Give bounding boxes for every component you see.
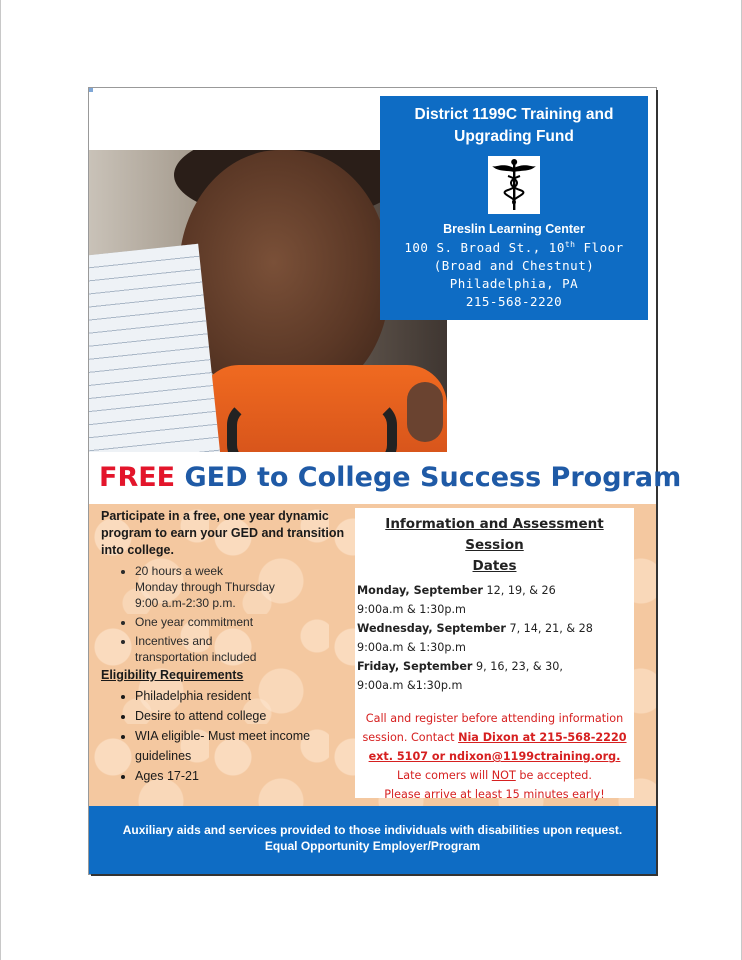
session-day-friday: Friday, September 9, 16, 23, & 30, 9:00a.m &1:30p.m — [357, 660, 563, 692]
list-item: • Desire to attend college — [135, 706, 351, 726]
accessibility-note: Auxiliary aids and services provided to those individuals with disabilities upon request. — [122, 823, 623, 837]
eligibility-list — [101, 686, 351, 786]
program-list — [101, 563, 351, 665]
session-info — [355, 508, 634, 801]
eligibility-heading: Eligibility Requirements — [101, 668, 244, 682]
session-heading: Information and Assessment Session Dates — [385, 516, 604, 574]
list-item: • One year commitment — [135, 614, 351, 630]
page-title: FREE GED to College Success Program — [99, 462, 682, 493]
caduceus-icon — [488, 156, 540, 214]
list-item: • Incentives and transportation included — [135, 633, 351, 665]
address: 100 S. Broad St., 10th Floor (Broad and Chestnut) Philadelphia, PA 215-568-2220 — [380, 236, 648, 311]
footer-banner — [89, 806, 656, 874]
corner-mark — [89, 88, 93, 92]
organization-info-box — [380, 96, 648, 320]
organization-name: District 1199C Training and Upgrading Fund — [414, 106, 614, 145]
session-day-monday: Monday, September 12, 19, & 26 9:00a.m & 1:30p.m — [357, 584, 556, 616]
session-day-wednesday: Wednesday, September 7, 14, 21, & 28 9:00a.m & 1:30p.m — [357, 622, 593, 654]
equal-opportunity-note: Equal Opportunity Employer/Program — [264, 839, 481, 853]
list-item: • 20 hours a week Monday through Thursday 9:00 a.m-2:30 p.m. — [135, 563, 351, 611]
center-name: Breslin Learning Center — [443, 222, 585, 236]
program-details — [101, 508, 351, 786]
page-left-edge — [0, 0, 1, 960]
list-item: • WIA eligible- Must meet income guidelines — [135, 726, 351, 766]
contact-phone-link[interactable]: Nia Dixon at 215-568-2220 — [458, 731, 627, 744]
list-item: • Philadelphia resident — [135, 686, 351, 706]
flyer — [89, 88, 682, 874]
paper-sheet — [89, 244, 221, 452]
contact-email-link[interactable]: ext. 5107 or ndixon@1199ctraining.org. — [368, 750, 621, 763]
phone-number: 215-568-2220 — [465, 294, 563, 310]
details-panel — [89, 504, 656, 806]
program-intro: Participate in a free, one year dynamic program to earn your GED and transition into college. — [101, 509, 345, 557]
list-item: • Ages 17-21 — [135, 766, 351, 786]
registration-note: Call and register before attending information session. Contact Nia Dixon at 215-568-2220 ext. 5107 or ndixon@1199ctraining.org. Late comers will NOT be accepted. Please arrive at least 15 minutes early! — [362, 712, 627, 801]
